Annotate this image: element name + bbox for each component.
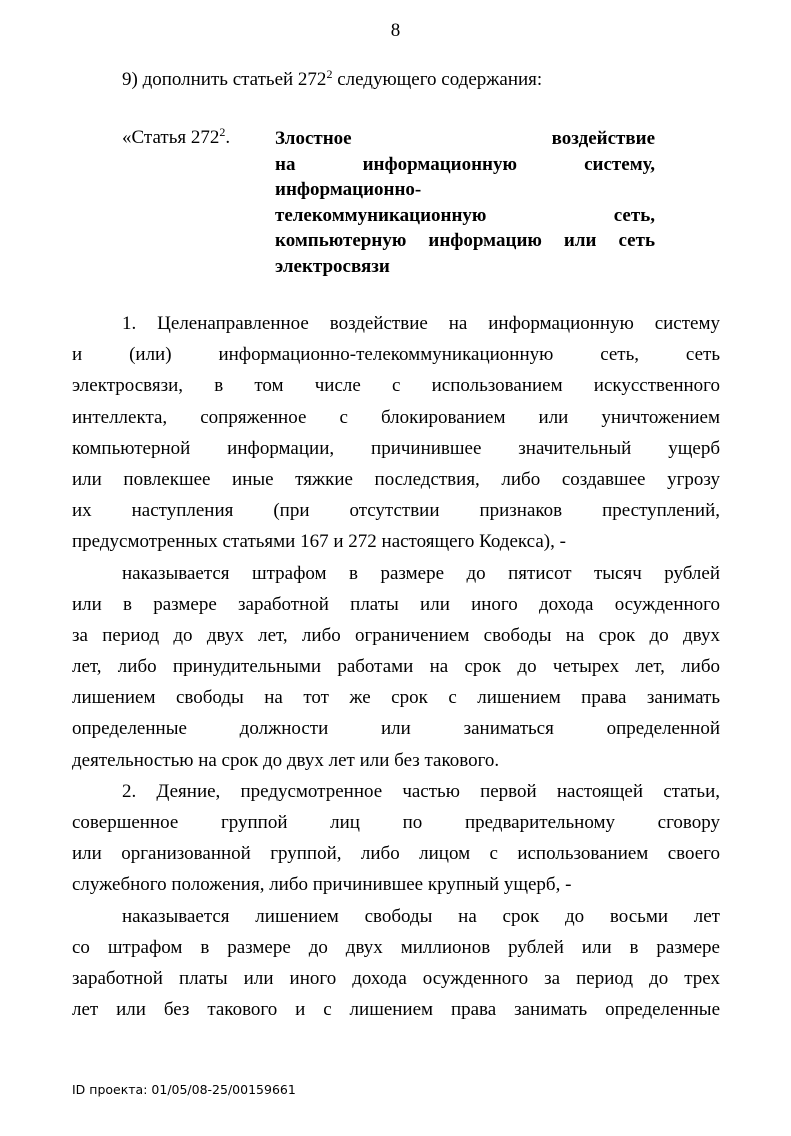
paragraph-line: или повлекшее иные тяжкие последствия, либо создавшее угрозу <box>72 468 720 490</box>
intro-text-before: 9) дополнить статьей 272 <box>122 69 327 90</box>
paragraph-line: лет, либо принудительными работами на срок до четырех лет, либо <box>72 656 720 678</box>
paragraph-line: служебного положения, либо причинившее крупный ущерб, - <box>72 874 572 896</box>
paragraph-line: за период до двух лет, либо ограничением свободы на срок до двух <box>72 624 720 646</box>
paragraph-line: или в размере заработной платы или иного дохода осужденного <box>72 593 720 615</box>
paragraph-line: наказывается штрафом в размере до пятисот тысяч рублей <box>122 562 720 584</box>
paragraph-line: заработной платы или иного дохода осужденного за период до трех <box>72 967 720 989</box>
paragraph-line: деятельностью на срок до двух лет или без такового. <box>72 749 500 771</box>
paragraph-line: электросвязи, в том числе с использованием искусственного <box>72 375 720 397</box>
paragraph-line: компьютерной информации, причинившее значительный ущерб <box>72 437 720 459</box>
paragraph-line: лет или без такового и с лишением права занимать определенные <box>72 999 720 1021</box>
paragraph-line: наказывается лишением свободы на срок до восьми лет <box>122 905 720 927</box>
paragraph-line: предусмотренных статьями 167 и 272 настоящего Кодекса), - <box>72 531 566 553</box>
article-title-line: компьютерную информацию или сеть <box>275 230 655 251</box>
paragraph-line: со штрафом в размере до двух миллионов рублей или в размере <box>72 936 720 958</box>
paragraph-line: лишением свободы на тот же срок с лишением права занимать <box>72 687 720 709</box>
intro-superscript: 2 <box>326 67 333 81</box>
paragraph-line: их наступления (при отсутствии признаков преступлений, <box>72 500 720 522</box>
article-label-before: «Статья 272 <box>122 127 220 148</box>
paragraph-line: 2. Деяние, предусмотренное частью первой настоящей статьи, <box>122 780 720 802</box>
article-label-after: . <box>225 127 231 148</box>
article-title-line: электросвязи <box>275 255 390 277</box>
article-title-line: Злостное воздействие <box>275 128 655 149</box>
article-label-superscript: 2 <box>219 125 226 139</box>
article-title-line: на информационную систему, <box>275 153 655 175</box>
paragraph-line: определенные должности или заниматься определенной <box>72 718 720 740</box>
page-number: 8 <box>390 20 401 41</box>
intro-text-after: следующего содержания: <box>332 69 543 90</box>
article-body <box>72 308 720 1025</box>
article-title-line: телекоммуникационную сеть, <box>275 204 655 226</box>
paragraph-line: интеллекта, сопряженное с блокированием или уничтожением <box>72 406 720 428</box>
amendment-intro <box>122 68 542 92</box>
project-id-footer: ID проекта: 01/05/08-25/00159661 <box>72 1082 296 1097</box>
article-label <box>122 126 230 150</box>
paragraph-line: и (или) информационно-телекоммуникационную сеть, сеть <box>72 344 720 366</box>
article-title <box>275 126 655 279</box>
paragraph-line: или организованной группой, либо лицом с использованием своего <box>72 843 720 865</box>
paragraph-line: 1. Целенаправленное воздействие на информационную систему <box>122 313 720 334</box>
paragraph-line: совершенное группой лиц по предварительному сговору <box>72 812 720 833</box>
article-title-line: информационно- <box>275 179 422 200</box>
